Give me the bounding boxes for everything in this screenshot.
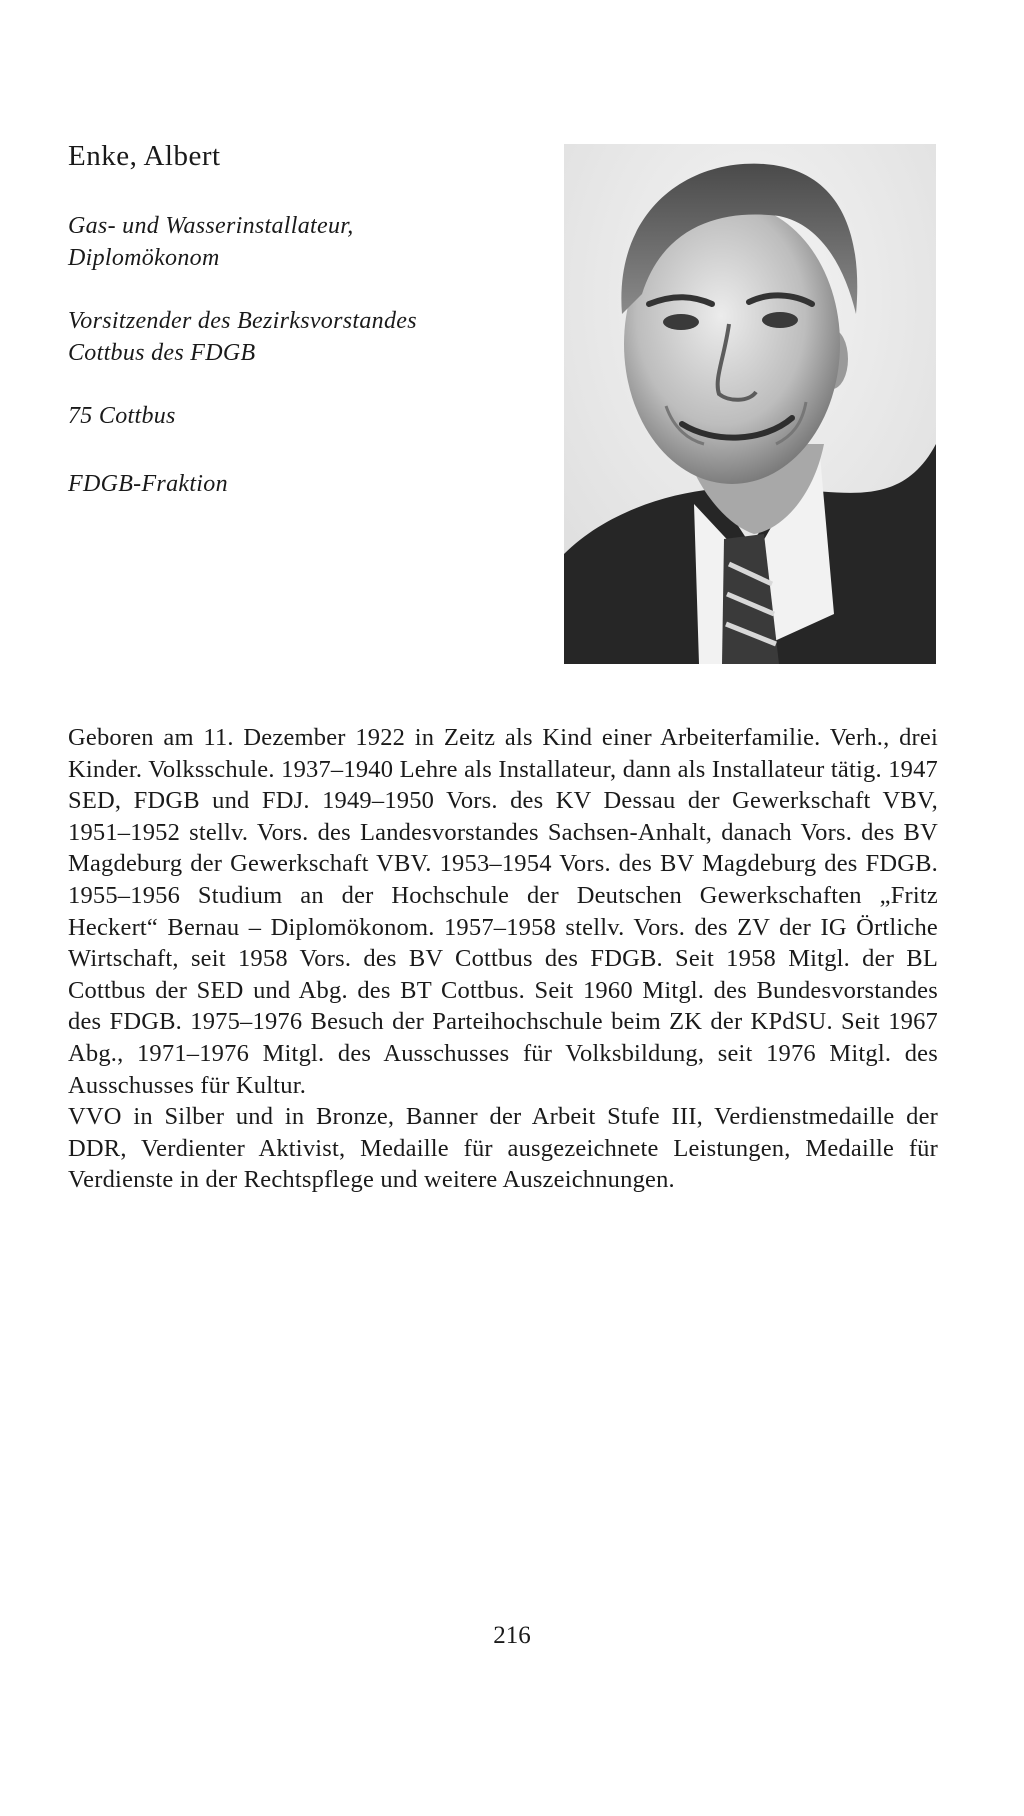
position [68,305,417,369]
position-line: Cottbus des FDGB [68,340,256,366]
portrait-photo [564,144,936,664]
entry-name: Enke, Albert [68,140,221,172]
biography-paragraph: Geboren am 11. Dezember 1922 in Zeitz als Kind einer Arbeiterfamilie. Verh., drei Kinder. Volksschule. 1937–1940 Lehre als Installateur, dann als Installateur tätig. 1947 SED, FDGB und FDJ. 1949–1950 Vors. des KV Dessau der Gewerkschaft VBV, 1951–1952 stellv. Vors. des Landesvorstandes Sachsen-Anhalt, danach Vors. des BV Magdeburg der Gewerkschaft VBV. 1953–1954 Vors. des BV Magdeburg des FDGB. 1955–1956 Studium an der Hochschule der Deutschen Gewerkschaften „Fritz Heckert“ Bernau – Diplomökonom. 1957–1958 stellv. Vors. des ZV der IG Örtliche Wirtschaft, seit 1958 Vors. des BV Cottbus des FDGB. Seit 1958 Mitgl. der BL Cottbus der SED und Abg. des BT Cottbus. Seit 1960 Mitgl. des Bundesvorstandes des FDGB. 1975–1976 Besuch der Parteihochschule beim ZK der KPdSU. Seit 1967 Abg., 1971–1976 Mitgl. des Ausschusses für Volksbildung, seit 1976 Mitgl. des Ausschusses für Kultur. [68,724,938,1099]
page-number: 216 [493,1622,531,1649]
position-line: Vorsitzender des Bezirksvorstandes [68,308,417,334]
biography-paragraph: VVO in Silber und in Bronze, Banner der Arbeit Stufe III, Verdienstmedaille der DDR, Verdienter Aktivist, Medaille für ausgezeichnete Leistungen, Medaille für Verdienste in der Rechtspflege und weitere Auszeichnungen. [68,1103,938,1194]
portrait-illustration [564,144,936,664]
profession-line: Diplomökonom [68,245,220,271]
profession [68,210,354,274]
biography [68,722,938,1196]
city: 75 Cottbus [68,403,176,429]
fraction: FDGB-Fraktion [68,471,228,497]
profession-line: Gas- und Wasserinstallateur, [68,213,354,239]
